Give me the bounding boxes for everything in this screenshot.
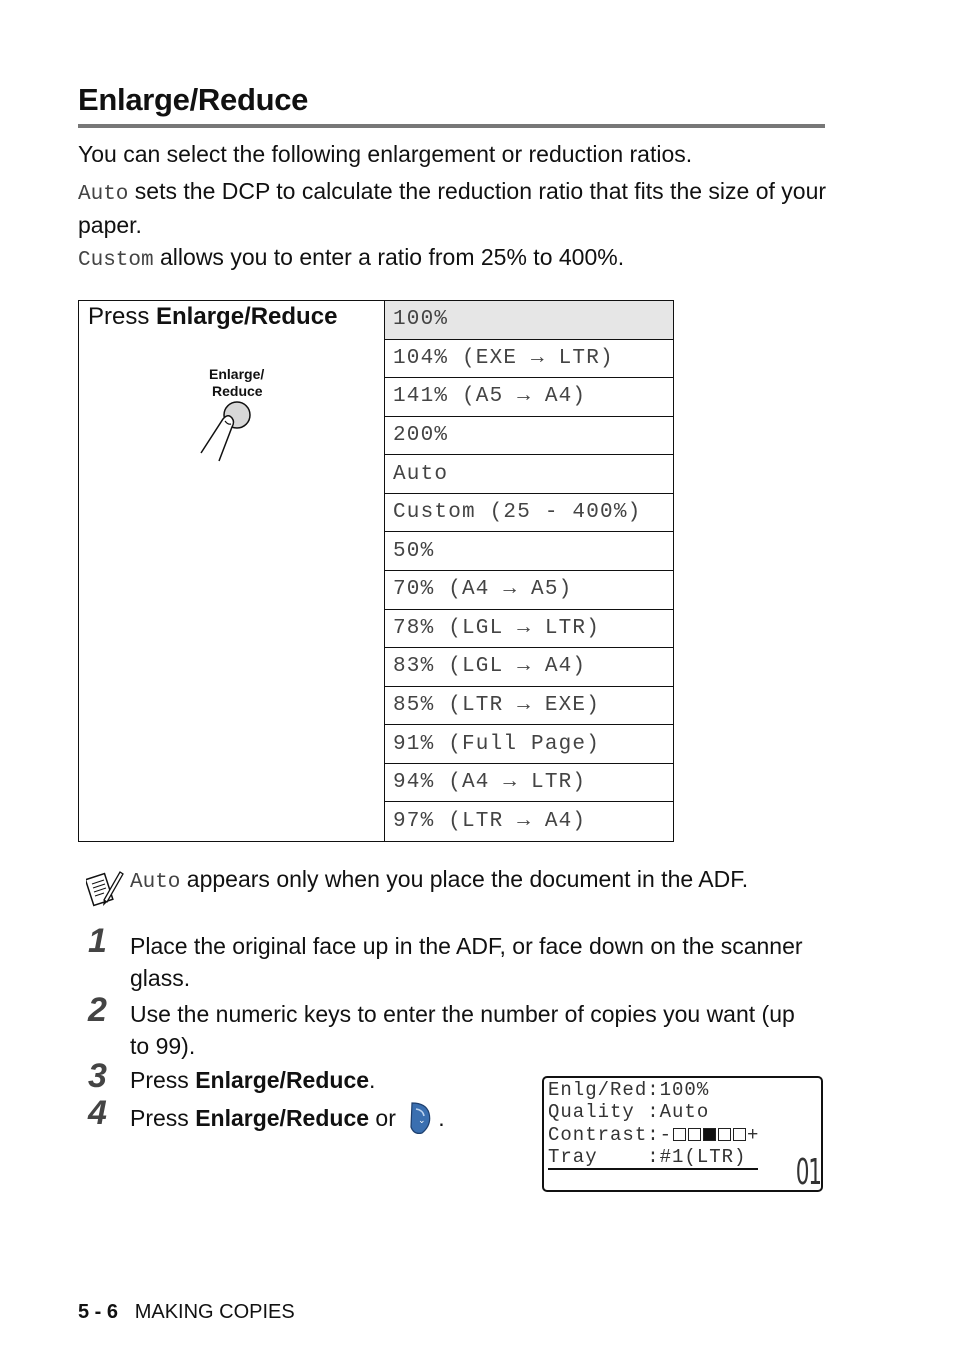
button-label-line1: Enlarge/ (209, 366, 265, 382)
step-4-number: 4 (88, 1094, 107, 1132)
ratio-option: 85% (LTR → EXE) (385, 687, 673, 726)
lcd-line-3 (548, 1124, 759, 1146)
ratio-option: 91% (Full Page) (385, 725, 673, 764)
page-footer (78, 1301, 295, 1324)
page-title: Enlarge/Reduce (78, 82, 309, 117)
custom-description: allows you to enter a ratio from 25% to 400%. (153, 244, 625, 270)
step-4-key: Enlarge/Reduce (195, 1105, 370, 1131)
ratio-option: 70% (A4 → A5) (385, 571, 673, 610)
step-3-key: Enlarge/Reduce (195, 1067, 370, 1093)
step-1-number: 1 (88, 922, 107, 960)
note-pencil-icon (86, 868, 124, 910)
ratio-option: 97% (LTR → A4) (393, 810, 587, 834)
ratio-option: 100% (385, 301, 673, 340)
note-description: appears only when you place the document in the ADF. (180, 866, 749, 892)
step-3-number: 3 (88, 1057, 107, 1095)
ratio-options-list (385, 301, 673, 841)
custom-code: Custom (78, 249, 154, 272)
note-text (130, 864, 748, 898)
auto-paragraph (78, 176, 828, 240)
ratio-option: 78% (LGL → LTR) (385, 610, 673, 649)
press-instruction (88, 303, 337, 331)
lcd-contrast-plus: + (747, 1124, 760, 1146)
intro-paragraph: You can select the following enlargement or reduction ratios. (78, 141, 693, 167)
ratio-option: 104% (EXE → LTR) (385, 340, 673, 379)
step-4-suffix: . (438, 1105, 445, 1131)
auto-code: Auto (78, 183, 129, 206)
note-code: Auto (130, 871, 181, 894)
step-3-prefix: Press (130, 1067, 196, 1093)
ratio-table (78, 300, 674, 842)
press-cell (79, 301, 385, 841)
step-1-text: Place the original face up in the ADF, or face down on the scanner glass. (130, 933, 803, 991)
contrast-step (673, 1128, 686, 1141)
ratio-option: 141% (A5 → A4) (385, 378, 673, 417)
ratio-option: 83% (LGL → A4) (385, 648, 673, 687)
lcd-line-1: Enlg/Red:100% (548, 1079, 710, 1101)
title-underline (78, 124, 825, 128)
step-2-text: Use the numeric keys to enter the number of copies you want (up to 99). (130, 1001, 795, 1059)
ratio-option: 200% (385, 417, 673, 456)
enlarge-reduce-button-icon (197, 363, 277, 463)
step-4-middle: or (369, 1105, 403, 1131)
step-3-suffix: . (369, 1067, 376, 1093)
lcd-indicator: 01 (795, 1152, 821, 1193)
press-prefix: Press (88, 303, 157, 330)
ratio-option: 50% (385, 532, 673, 571)
button-label-line2: Reduce (212, 383, 263, 399)
press-key-name: Enlarge/Reduce (156, 303, 338, 330)
contrast-step (688, 1128, 701, 1141)
footer-section: MAKING COPIES (134, 1301, 295, 1323)
step-2-number: 2 (88, 991, 107, 1029)
lcd-line-4: Tray :#1(LTR) (548, 1146, 747, 1168)
lcd-contrast-scale (672, 1124, 747, 1146)
step-4-prefix: Press (130, 1105, 196, 1131)
ratio-option: Custom (25 - 400%) (385, 494, 673, 533)
auto-description: sets the DCP to calculate the reduction ratio that fits the size of your paper. (78, 178, 827, 238)
contrast-step (733, 1128, 746, 1141)
lcd-display (542, 1076, 823, 1192)
footer-page-number: 5 - 6 (78, 1301, 119, 1323)
ratio-option: 94% (A4 → LTR) (385, 764, 673, 803)
navigation-arrow-key-icon (406, 1101, 434, 1135)
lcd-underline (548, 1168, 758, 1170)
lcd-line-2: Quality :Auto (548, 1101, 710, 1123)
ratio-option: Auto (385, 455, 673, 494)
svg-text:⌄: ⌄ (418, 1115, 426, 1125)
lcd-contrast-label: Contrast:- (548, 1124, 673, 1146)
custom-paragraph (78, 242, 828, 276)
contrast-step (703, 1128, 716, 1141)
contrast-step (718, 1128, 731, 1141)
